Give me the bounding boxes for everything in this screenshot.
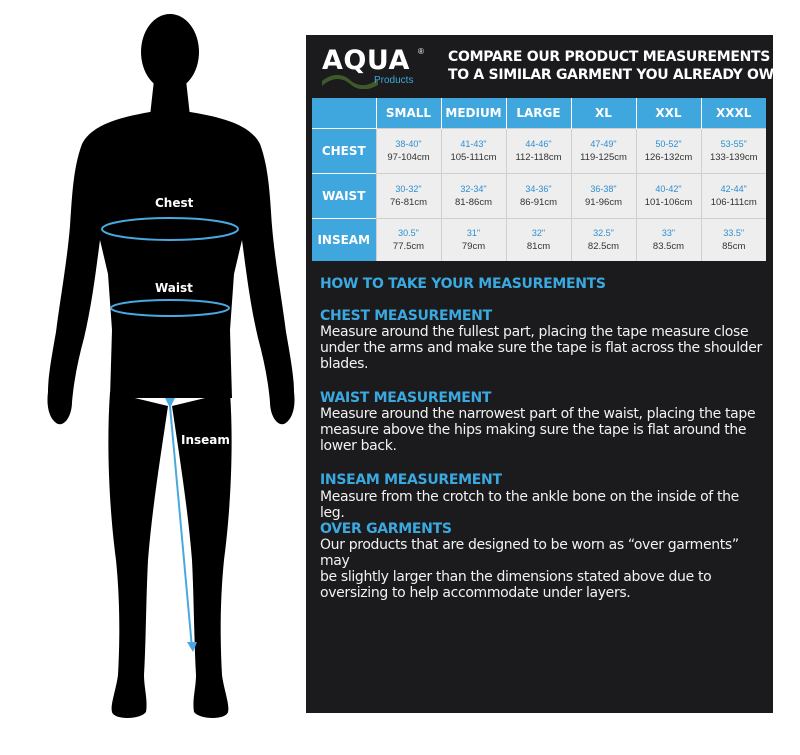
inch-value: 41-43" — [460, 139, 487, 149]
size-guide-panel — [306, 35, 791, 713]
waist-measurement-heading: WAIST MEASUREMENT — [320, 390, 492, 406]
body-figure — [0, 0, 300, 750]
text-line: measure above the hips making sure the tape is flat around the — [320, 422, 747, 438]
col-header: XL — [571, 98, 636, 129]
text-line: Measure around the fullest part, placing the tape measure close — [320, 324, 749, 340]
row-header: CHEST — [312, 129, 376, 174]
inch-value: 53-55" — [720, 139, 747, 149]
text-line: Measure from the crotch to the ankle bone on the inside of the leg. — [320, 489, 739, 521]
over-garments-text — [320, 537, 765, 601]
cm-value: 119-125cm — [580, 152, 627, 163]
col-header: XXL — [636, 98, 701, 129]
text-line: oversizing to help accommodate under layers. — [320, 585, 631, 601]
size-header-row — [312, 98, 766, 129]
inch-value: 42-44" — [720, 184, 747, 194]
table-cell — [506, 219, 571, 262]
table-cell — [441, 219, 506, 262]
inch-value: 32" — [531, 228, 546, 238]
col-header: LARGE — [506, 98, 571, 129]
cm-value: 97-104cm — [387, 152, 430, 163]
inch-value: 47-49" — [590, 139, 617, 149]
text-line: Our products that are designed to be worn as “over garments” may — [320, 537, 739, 569]
inch-value: 36-38" — [590, 184, 617, 194]
table-row — [312, 129, 766, 174]
cm-value: 133-139cm — [709, 152, 758, 163]
chest-measurement-heading: CHEST MEASUREMENT — [320, 308, 492, 324]
table-cell — [701, 219, 766, 262]
cm-value: 81-86cm — [455, 197, 492, 208]
table-cell — [441, 174, 506, 219]
table-cell — [571, 219, 636, 262]
col-header: XXXL — [701, 98, 766, 129]
brand-sub: Products — [374, 75, 414, 86]
cm-value: 76-81cm — [390, 197, 427, 208]
inch-value: 34-36" — [525, 184, 552, 194]
inch-value: 30-32" — [395, 184, 422, 194]
corner-cell — [312, 98, 376, 129]
table-cell — [506, 174, 571, 219]
inseam-measurement-heading: INSEAM MEASUREMENT — [320, 472, 502, 488]
aqua-products-logo — [322, 45, 432, 91]
cm-value: 85cm — [722, 241, 746, 252]
table-cell — [376, 174, 441, 219]
inch-value: 33.5" — [723, 228, 745, 238]
row-header: INSEAM — [312, 219, 376, 262]
cm-value: 126-132cm — [644, 152, 693, 163]
registered-mark: ® — [418, 47, 424, 56]
cm-value: 112-118cm — [515, 152, 562, 163]
table-cell — [441, 129, 506, 174]
inch-value: 38-40" — [395, 139, 422, 149]
col-header: SMALL — [376, 98, 441, 129]
col-header: MEDIUM — [441, 98, 506, 129]
inch-value: 33" — [661, 228, 676, 238]
cm-value: 82.5cm — [587, 241, 620, 252]
text-line: blades. — [320, 356, 369, 372]
inch-value: 50-52" — [655, 139, 682, 149]
inch-value: 30.5" — [398, 228, 419, 238]
cm-value: 106-111cm — [710, 197, 757, 208]
inseam-measurement-text — [320, 489, 765, 521]
cm-value: 105-111cm — [450, 152, 497, 163]
text-line: be slightly larger than the dimensions stated above due to — [320, 569, 712, 585]
inseam-label: Inseam — [181, 433, 230, 447]
inch-value: 32-34" — [460, 184, 487, 194]
table-cell — [571, 129, 636, 174]
inch-value: 44-46" — [525, 139, 552, 149]
cm-value: 81cm — [526, 241, 551, 252]
table-cell — [376, 129, 441, 174]
chest-label: Chest — [155, 196, 194, 210]
table-cell — [506, 129, 571, 174]
table-cell — [636, 174, 701, 219]
headline-line: COMPARE OUR PRODUCT MEASUREMENTS — [448, 49, 771, 65]
waist-label: Waist — [155, 281, 193, 295]
text-line: Measure around the narrowest part of the waist, placing the tape — [320, 406, 756, 422]
cm-value: 77.5cm — [392, 241, 425, 252]
brand-name: AQUA — [322, 45, 410, 76]
table-cell — [571, 174, 636, 219]
size-table — [312, 98, 766, 261]
table-cell — [376, 219, 441, 262]
table-cell — [636, 129, 701, 174]
cm-value: 79cm — [461, 241, 486, 252]
table-row — [312, 174, 766, 219]
row-header: WAIST — [312, 174, 376, 219]
chest-measurement-text — [320, 324, 765, 372]
silhouette-illustration — [0, 0, 300, 750]
inch-value: 31" — [466, 228, 481, 238]
headline-line: TO A SIMILAR GARMENT YOU ALREADY OWN. — [448, 67, 791, 83]
cm-value: 101-106cm — [644, 197, 693, 208]
headline — [448, 48, 791, 84]
text-line: under the arms and make sure the tape is flat across the shoulder — [320, 340, 762, 356]
inch-value: 40-42" — [655, 184, 682, 194]
inch-value: 32.5" — [593, 228, 614, 238]
cm-value: 86-91cm — [520, 197, 557, 208]
text-line: lower back. — [320, 438, 397, 454]
over-garments-heading: OVER GARMENTS — [320, 521, 452, 537]
table-cell — [701, 129, 766, 174]
table-cell — [636, 219, 701, 262]
how-to-measure-title: HOW TO TAKE YOUR MEASUREMENTS — [320, 276, 606, 292]
table-cell — [701, 174, 766, 219]
cm-value: 91-96cm — [585, 197, 622, 208]
table-row — [312, 219, 766, 262]
cm-value: 83.5cm — [652, 241, 685, 252]
waist-measurement-text — [320, 406, 765, 454]
